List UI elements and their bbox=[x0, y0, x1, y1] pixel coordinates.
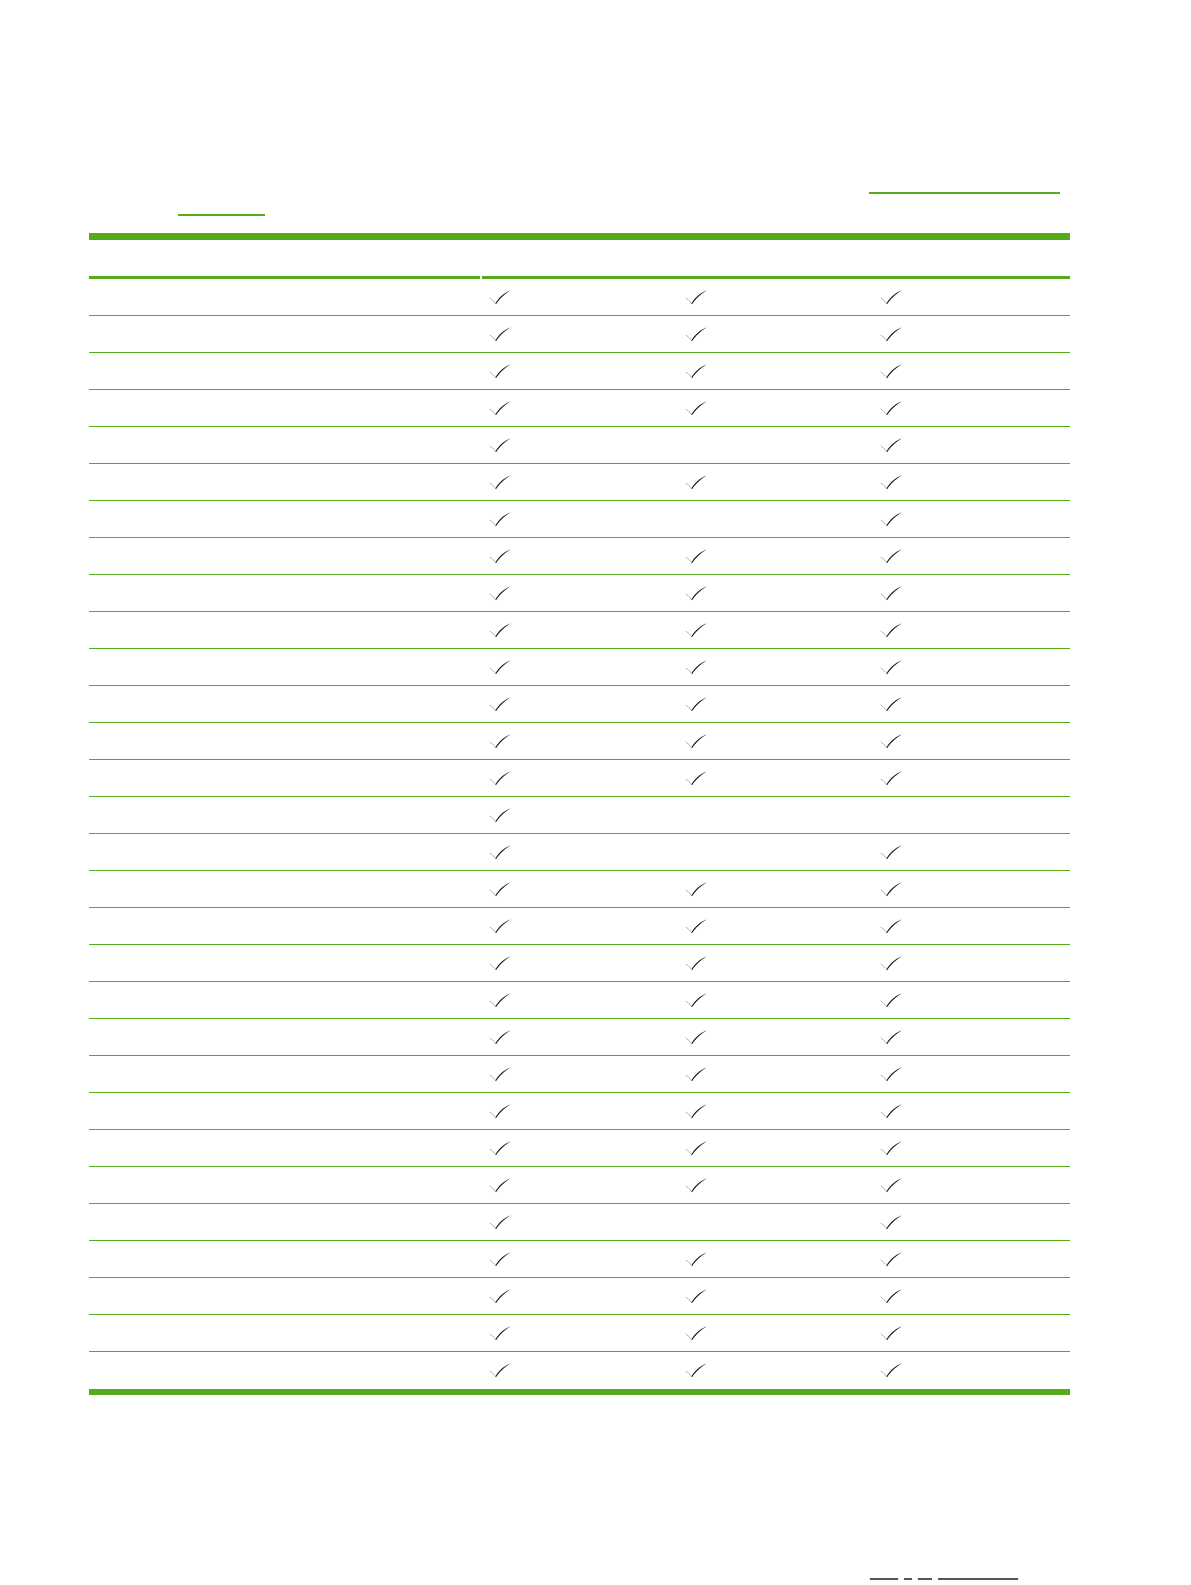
table-cell-a bbox=[488, 834, 512, 870]
table-cell-a bbox=[488, 279, 512, 315]
table-body bbox=[89, 279, 1070, 1389]
table-row bbox=[89, 1241, 1070, 1278]
table-row bbox=[89, 834, 1070, 871]
table-cell-a bbox=[488, 1315, 512, 1351]
table-cell-c bbox=[879, 1315, 903, 1351]
check-icon bbox=[684, 1288, 708, 1304]
check-icon bbox=[684, 955, 708, 971]
table-cell-c bbox=[879, 1130, 903, 1166]
check-icon bbox=[684, 400, 708, 416]
check-icon bbox=[879, 1103, 903, 1119]
check-icon bbox=[879, 1251, 903, 1267]
check-icon bbox=[684, 326, 708, 342]
check-icon bbox=[488, 474, 512, 490]
table-row bbox=[89, 501, 1070, 538]
table-cell-c bbox=[879, 945, 903, 981]
table-cell-a bbox=[488, 945, 512, 981]
check-icon bbox=[684, 1029, 708, 1045]
check-icon bbox=[684, 1066, 708, 1082]
table-cell-a bbox=[488, 464, 512, 500]
table-cell-a bbox=[488, 797, 512, 833]
table-cell-b bbox=[684, 908, 708, 944]
table-cell-c bbox=[879, 1056, 903, 1092]
check-icon bbox=[684, 733, 708, 749]
check-icon bbox=[684, 992, 708, 1008]
table-row bbox=[89, 538, 1070, 575]
table-cell-c bbox=[879, 1093, 903, 1129]
table-cell-a bbox=[488, 686, 512, 722]
check-icon bbox=[488, 585, 512, 601]
check-icon bbox=[684, 363, 708, 379]
check-icon bbox=[879, 844, 903, 860]
check-icon bbox=[879, 1325, 903, 1341]
table-cell-b bbox=[684, 575, 708, 611]
table-cell-b bbox=[684, 760, 708, 796]
table-row bbox=[89, 353, 1070, 390]
check-icon bbox=[488, 659, 512, 675]
table-row bbox=[89, 1315, 1070, 1352]
table-row bbox=[89, 908, 1070, 945]
check-icon bbox=[879, 955, 903, 971]
table-cell-b bbox=[684, 1241, 708, 1277]
table-cell-b bbox=[684, 1093, 708, 1129]
check-icon bbox=[684, 1103, 708, 1119]
table-cell-a bbox=[488, 1019, 512, 1055]
check-icon bbox=[488, 1251, 512, 1267]
table-cell-a bbox=[488, 353, 512, 389]
table-cell-b bbox=[684, 390, 708, 426]
check-icon bbox=[879, 474, 903, 490]
check-icon bbox=[684, 1325, 708, 1341]
check-icon bbox=[684, 1140, 708, 1156]
table-cell-a bbox=[488, 612, 512, 648]
table-cell-a bbox=[488, 390, 512, 426]
link-underline-secondary[interactable] bbox=[178, 214, 265, 216]
check-icon bbox=[879, 289, 903, 305]
table-cell-a bbox=[488, 1167, 512, 1203]
check-icon bbox=[488, 1140, 512, 1156]
check-icon bbox=[488, 881, 512, 897]
table-row bbox=[89, 1056, 1070, 1093]
table-row bbox=[89, 1019, 1070, 1056]
check-icon bbox=[684, 770, 708, 786]
table-cell-a bbox=[488, 649, 512, 685]
table-cell-c bbox=[879, 982, 903, 1018]
check-icon bbox=[488, 1325, 512, 1341]
check-icon bbox=[488, 844, 512, 860]
check-icon bbox=[488, 955, 512, 971]
check-icon bbox=[879, 881, 903, 897]
check-icon bbox=[488, 1362, 512, 1378]
table-cell-a bbox=[488, 1278, 512, 1314]
check-icon bbox=[879, 733, 903, 749]
check-icon bbox=[684, 881, 708, 897]
table-row bbox=[89, 797, 1070, 834]
table-cell-c bbox=[879, 834, 903, 870]
table-cell-c bbox=[879, 1241, 903, 1277]
check-icon bbox=[879, 659, 903, 675]
check-icon bbox=[488, 363, 512, 379]
table-row bbox=[89, 1278, 1070, 1315]
table-row bbox=[89, 390, 1070, 427]
check-icon bbox=[488, 289, 512, 305]
check-icon bbox=[684, 918, 708, 934]
table-cell-a bbox=[488, 871, 512, 907]
table-row bbox=[89, 316, 1070, 353]
check-icon bbox=[879, 585, 903, 601]
table-cell-a bbox=[488, 1352, 512, 1388]
check-icon bbox=[488, 918, 512, 934]
table-top-rule bbox=[89, 233, 1070, 240]
check-icon bbox=[488, 622, 512, 638]
check-icon bbox=[879, 992, 903, 1008]
check-icon bbox=[488, 1214, 512, 1230]
table-cell-b bbox=[684, 1167, 708, 1203]
check-icon bbox=[684, 1251, 708, 1267]
table-cell-b bbox=[684, 612, 708, 648]
check-icon bbox=[879, 1177, 903, 1193]
check-icon bbox=[488, 1066, 512, 1082]
table-cell-a bbox=[488, 538, 512, 574]
table-row bbox=[89, 1352, 1070, 1389]
check-icon bbox=[488, 326, 512, 342]
check-icon bbox=[488, 511, 512, 527]
table-row bbox=[89, 686, 1070, 723]
check-icon bbox=[488, 1288, 512, 1304]
table-cell-a bbox=[488, 723, 512, 759]
check-icon bbox=[488, 437, 512, 453]
table-cell-c bbox=[879, 353, 903, 389]
check-icon bbox=[488, 770, 512, 786]
table-cell-b bbox=[684, 279, 708, 315]
table-row bbox=[89, 427, 1070, 464]
table-cell-c bbox=[879, 1352, 903, 1388]
table-cell-c bbox=[879, 686, 903, 722]
table-cell-b bbox=[684, 982, 708, 1018]
check-icon bbox=[684, 1362, 708, 1378]
check-icon bbox=[879, 511, 903, 527]
table-cell-c bbox=[879, 908, 903, 944]
check-icon bbox=[684, 1177, 708, 1193]
table-cell-b bbox=[684, 945, 708, 981]
table-cell-c bbox=[879, 279, 903, 315]
table-cell-c bbox=[879, 1278, 903, 1314]
table-cell-c bbox=[879, 464, 903, 500]
table-row bbox=[89, 945, 1070, 982]
table-cell-b bbox=[684, 686, 708, 722]
check-icon bbox=[684, 585, 708, 601]
table-cell-a bbox=[488, 1241, 512, 1277]
check-icon bbox=[488, 992, 512, 1008]
check-icon bbox=[879, 1288, 903, 1304]
table-cell-a bbox=[488, 1130, 512, 1166]
table-cell-a bbox=[488, 316, 512, 352]
check-icon bbox=[488, 400, 512, 416]
check-icon bbox=[879, 326, 903, 342]
check-icon bbox=[879, 363, 903, 379]
table-cell-a bbox=[488, 982, 512, 1018]
table-cell-b bbox=[684, 871, 708, 907]
table-cell-a bbox=[488, 908, 512, 944]
check-icon bbox=[879, 1362, 903, 1378]
footer-marks bbox=[870, 1578, 1018, 1580]
table-cell-b bbox=[684, 1315, 708, 1351]
table-cell-b bbox=[684, 353, 708, 389]
table-cell-c bbox=[879, 1167, 903, 1203]
check-icon bbox=[488, 807, 512, 823]
table-row bbox=[89, 649, 1070, 686]
check-icon bbox=[879, 918, 903, 934]
table-row bbox=[89, 575, 1070, 612]
table-row bbox=[89, 1130, 1070, 1167]
feature-table bbox=[89, 233, 1070, 1395]
check-icon bbox=[879, 1140, 903, 1156]
check-icon bbox=[879, 622, 903, 638]
table-cell-b bbox=[684, 538, 708, 574]
table-cell-a bbox=[488, 427, 512, 463]
check-icon bbox=[879, 696, 903, 712]
table-row bbox=[89, 1167, 1070, 1204]
check-icon bbox=[879, 1066, 903, 1082]
table-cell-c bbox=[879, 612, 903, 648]
table-cell-c bbox=[879, 723, 903, 759]
table-cell-c bbox=[879, 575, 903, 611]
table-cell-b bbox=[684, 1130, 708, 1166]
table-cell-b bbox=[684, 1056, 708, 1092]
table-cell-b bbox=[684, 464, 708, 500]
check-icon bbox=[488, 1103, 512, 1119]
table-cell-a bbox=[488, 760, 512, 796]
check-icon bbox=[488, 696, 512, 712]
check-icon bbox=[879, 1029, 903, 1045]
table-bottom-rule bbox=[89, 1389, 1070, 1395]
table-cell-a bbox=[488, 1093, 512, 1129]
table-cell-c bbox=[879, 760, 903, 796]
check-icon bbox=[684, 622, 708, 638]
table-row bbox=[89, 982, 1070, 1019]
table-row bbox=[89, 871, 1070, 908]
table-row bbox=[89, 464, 1070, 501]
check-icon bbox=[684, 659, 708, 675]
check-icon bbox=[488, 1177, 512, 1193]
table-cell-a bbox=[488, 575, 512, 611]
table-cell-c bbox=[879, 501, 903, 537]
check-icon bbox=[488, 1029, 512, 1045]
check-icon bbox=[684, 289, 708, 305]
table-cell-c bbox=[879, 871, 903, 907]
table-cell-b bbox=[684, 1019, 708, 1055]
table-cell-b bbox=[684, 1352, 708, 1388]
check-icon bbox=[488, 548, 512, 564]
table-row bbox=[89, 760, 1070, 797]
check-icon bbox=[879, 770, 903, 786]
table-cell-c bbox=[879, 390, 903, 426]
table-cell-b bbox=[684, 316, 708, 352]
check-icon bbox=[488, 733, 512, 749]
table-cell-a bbox=[488, 1056, 512, 1092]
table-row bbox=[89, 723, 1070, 760]
table-cell-c bbox=[879, 649, 903, 685]
table-cell-c bbox=[879, 1019, 903, 1055]
table-cell-b bbox=[684, 1278, 708, 1314]
check-icon bbox=[879, 437, 903, 453]
table-row bbox=[89, 1204, 1070, 1241]
check-icon bbox=[684, 548, 708, 564]
table-cell-a bbox=[488, 1204, 512, 1240]
table-row bbox=[89, 1093, 1070, 1130]
check-icon bbox=[684, 474, 708, 490]
check-icon bbox=[684, 696, 708, 712]
table-cell-c bbox=[879, 316, 903, 352]
table-row bbox=[89, 612, 1070, 649]
table-cell-c bbox=[879, 427, 903, 463]
table-cell-c bbox=[879, 1204, 903, 1240]
check-icon bbox=[879, 548, 903, 564]
check-icon bbox=[879, 1214, 903, 1230]
table-header-row bbox=[89, 240, 1070, 276]
table-cell-c bbox=[879, 538, 903, 574]
link-underline-primary[interactable] bbox=[869, 192, 1060, 194]
table-cell-b bbox=[684, 649, 708, 685]
table-row bbox=[89, 279, 1070, 316]
check-icon bbox=[879, 400, 903, 416]
table-cell-b bbox=[684, 723, 708, 759]
table-cell-a bbox=[488, 501, 512, 537]
